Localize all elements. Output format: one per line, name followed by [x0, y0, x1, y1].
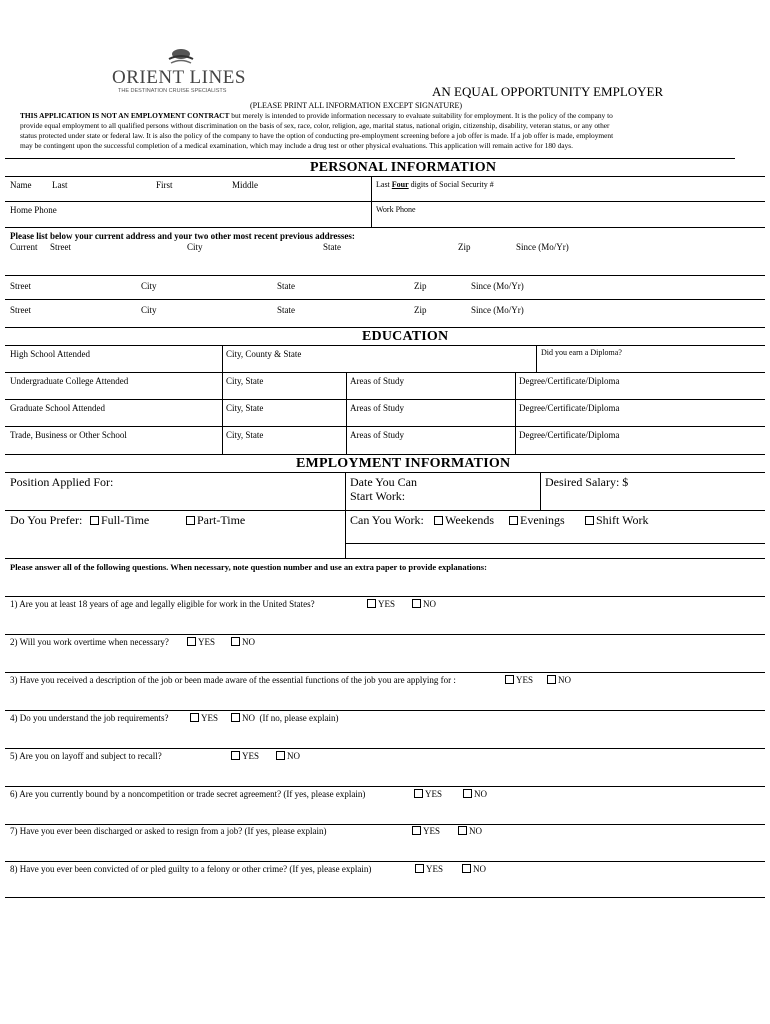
q6-yes-checkbox[interactable]: YES	[414, 789, 442, 799]
middle-name-label: Middle	[232, 180, 258, 190]
question-7: 7) Have you ever been discharged or asked to resign from a job? (If yes, please explain)	[10, 826, 327, 836]
checkbox-icon	[90, 516, 99, 525]
weekends-checkbox[interactable]: Weekends	[434, 513, 494, 528]
home-phone-label: Home Phone	[10, 205, 57, 215]
prev1-city-label: City	[141, 281, 157, 291]
undergrad-degree-label: Degree/Certificate/Diploma	[519, 376, 620, 386]
q8-no-checkbox[interactable]: NO	[462, 864, 486, 874]
q5-no-checkbox[interactable]: NO	[276, 751, 300, 761]
undergrad-city-state-label: City, State	[226, 376, 264, 386]
prev1-street-label: Street	[10, 281, 31, 291]
question-1: 1) Are you at least 18 years of age and legally eligible for work in the United States?	[10, 599, 315, 609]
prev1-since-label: Since (Mo/Yr)	[471, 281, 524, 291]
can-work-label: Can You Work:	[350, 513, 424, 527]
wave-logo-icon	[166, 45, 196, 67]
question-2: 2) Will you work overtime when necessary?	[10, 637, 169, 647]
q3-no-checkbox[interactable]: NO	[547, 675, 571, 685]
checkbox-icon	[186, 516, 195, 525]
checkbox-icon	[509, 516, 518, 525]
q6-no-checkbox[interactable]: NO	[463, 789, 487, 799]
prev2-state-label: State	[277, 305, 295, 315]
logo-tagline: THE DESTINATION CRUISE SPECIALISTS	[118, 88, 227, 94]
question-5: 5) Are you on layoff and subject to recall?	[10, 751, 162, 761]
q3-yes-checkbox[interactable]: YES	[505, 675, 533, 685]
desired-salary-label: Desired Salary: $	[545, 475, 629, 489]
hs-city-county-state-label: City, County & State	[226, 349, 302, 359]
first-name-label: First	[156, 180, 173, 190]
q7-no-checkbox[interactable]: NO	[458, 826, 482, 836]
trade-school-label: Trade, Business or Other School	[10, 430, 127, 440]
diploma-question-label: Did you earn a Diploma?	[541, 348, 622, 357]
disclaimer	[20, 111, 760, 151]
full-time-checkbox[interactable]: Full-Time	[90, 513, 149, 528]
graduate-areas-label: Areas of Study	[350, 403, 404, 413]
q5-yes-checkbox[interactable]: YES	[231, 751, 259, 761]
current-since-label: Since (Mo/Yr)	[516, 242, 569, 252]
disclaimer-line-1: but merely is intended to provide information necessary to evaluate suitability for employment. It is the policy of the company to	[229, 111, 613, 120]
prev2-city-label: City	[141, 305, 157, 315]
current-street-label: Street	[50, 242, 71, 252]
question-3: 3) Have you received a description of the job or been made aware of the essential functions of the job you are applying for :	[10, 675, 456, 685]
undergrad-areas-label: Areas of Study	[350, 376, 404, 386]
personal-section-title: PERSONAL INFORMATION	[310, 160, 497, 175]
prefer-label: Do You Prefer:	[10, 513, 83, 527]
education-section-title: EDUCATION	[362, 329, 449, 344]
question-6: 6) Are you currently bound by a noncompetition or trade secret agreement? (If yes, please explain)	[10, 789, 366, 799]
address-instructions: Please list below your current address and your two other most recent previous addresses:	[10, 231, 355, 241]
current-label: Current	[10, 242, 38, 252]
current-city-label: City	[187, 242, 203, 252]
disclaimer-line-2: provide equal employment to all qualified persons without discrimination on the basis of sex, race, color, religion, age, marital status, national origin, citizenship, disability, veteran status, or any other	[20, 121, 610, 130]
current-zip-label: Zip	[458, 242, 471, 252]
checkbox-icon	[434, 516, 443, 525]
question-8: 8) Have you ever been convicted of or pled guilty to a felony or other crime? (If yes, please explain)	[10, 864, 372, 874]
prev2-since-label: Since (Mo/Yr)	[471, 305, 524, 315]
checkbox-icon	[585, 516, 594, 525]
disclaimer-line-4: may be contingent upon the successful completion of a medical examination, which may include a drug test or other physical evaluations. This application will remain active for 180 days.	[20, 141, 573, 150]
last-name-label: Last	[52, 180, 68, 190]
questions-instructions: Please answer all of the following questions. When necessary, note question number and use an extra paper to provide explanations:	[10, 562, 487, 572]
graduate-label: Graduate School Attended	[10, 403, 105, 413]
graduate-degree-label: Degree/Certificate/Diploma	[519, 403, 620, 413]
shift-work-checkbox[interactable]: Shift Work	[585, 513, 648, 528]
prev1-state-label: State	[277, 281, 295, 291]
q4-yes-checkbox[interactable]: YES	[190, 713, 218, 723]
logo-name: ORIENT LINES	[112, 67, 246, 88]
name-label: Name	[10, 180, 32, 190]
print-note: (PLEASE PRINT ALL INFORMATION EXCEPT SIGNATURE)	[250, 101, 463, 110]
page-title: AN EQUAL OPPORTUNITY EMPLOYER	[432, 84, 664, 99]
question-4: 4) Do you understand the job requirements?	[10, 713, 169, 723]
disclaimer-bold: THIS APPLICATION IS NOT AN EMPLOYMENT CONTRACT	[20, 111, 230, 120]
trade-degree-label: Degree/Certificate/Diploma	[519, 430, 620, 440]
trade-areas-label: Areas of Study	[350, 430, 404, 440]
q1-yes-checkbox[interactable]: YES	[367, 599, 395, 609]
graduate-city-state-label: City, State	[226, 403, 264, 413]
trade-city-state-label: City, State	[226, 430, 264, 440]
evenings-checkbox[interactable]: Evenings	[509, 513, 565, 528]
q8-yes-checkbox[interactable]: YES	[415, 864, 443, 874]
prev2-street-label: Street	[10, 305, 31, 315]
undergrad-label: Undergraduate College Attended	[10, 376, 129, 386]
high-school-label: High School Attended	[10, 349, 90, 359]
q4-note: (If no, please explain)	[259, 713, 339, 723]
position-label: Position Applied For:	[10, 475, 114, 489]
employment-section-title: EMPLOYMENT INFORMATION	[296, 456, 511, 471]
part-time-checkbox[interactable]: Part-Time	[186, 513, 245, 528]
q7-yes-checkbox[interactable]: YES	[412, 826, 440, 836]
company-logo	[110, 45, 250, 97]
q2-yes-checkbox[interactable]: YES	[187, 637, 215, 647]
q1-no-checkbox[interactable]: NO	[412, 599, 436, 609]
q2-no-checkbox[interactable]: NO	[231, 637, 255, 647]
ssn-label: Last Four digits of Social Security #	[376, 180, 494, 189]
work-phone-label: Work Phone	[376, 205, 416, 214]
prev2-zip-label: Zip	[414, 305, 427, 315]
current-state-label: State	[323, 242, 341, 252]
q4-no-checkbox[interactable]: NO (If no, please explain)	[231, 713, 338, 723]
divider	[5, 158, 735, 159]
start-date-label: Date You Can Start Work:	[350, 475, 418, 503]
disclaimer-line-3: status protected under state or federal law. It is also the policy of the company to have the option of conducting pre-employment screening before a job offer is made. If a job offer is made, employment	[20, 131, 614, 140]
prev1-zip-label: Zip	[414, 281, 427, 291]
